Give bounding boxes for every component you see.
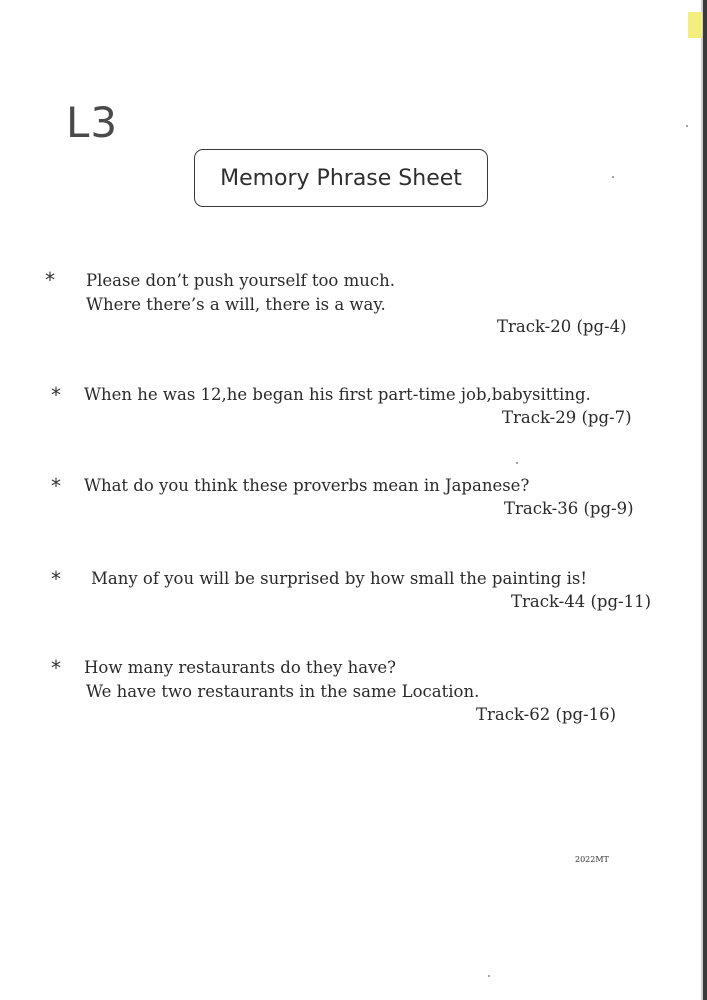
phrase-line: Where there’s a will, there is a way. (86, 295, 386, 314)
track-reference: Track-44 (pg-11) (511, 592, 652, 611)
scan-speck (488, 975, 490, 977)
bullet-star: * (51, 474, 61, 498)
level-label: L3 (66, 98, 119, 147)
phrase-line: How many restaurants do they have? (84, 658, 397, 677)
footer-code: 2022MT (575, 855, 609, 864)
track-reference: Track-36 (pg-9) (504, 499, 634, 518)
bullet-star: * (51, 656, 61, 680)
title-box (194, 149, 488, 207)
phrase-line: Many of you will be surprised by how small the painting is! (91, 569, 587, 588)
bullet-star: * (51, 383, 61, 407)
track-reference: Track-29 (pg-7) (502, 408, 632, 427)
phrase-line: We have two restaurants in the same Location. (86, 682, 480, 701)
phrase-line: What do you think these proverbs mean in Japanese? (84, 476, 530, 495)
scan-speck (612, 176, 614, 178)
page-title: Memory Phrase Sheet (220, 165, 462, 191)
phrase-line: When he was 12,he began his first part-time job,babysitting. (84, 385, 591, 404)
track-reference: Track-20 (pg-4) (497, 317, 627, 336)
scan-speck (516, 462, 518, 464)
bullet-star: * (45, 268, 55, 292)
highlighter-mark (688, 12, 702, 38)
track-reference: Track-62 (pg-16) (476, 705, 617, 724)
bullet-star: * (51, 567, 61, 591)
scan-speck (686, 125, 688, 127)
phrase-line: Please don’t push yourself too much. (86, 271, 395, 290)
scan-edge (703, 0, 707, 1000)
